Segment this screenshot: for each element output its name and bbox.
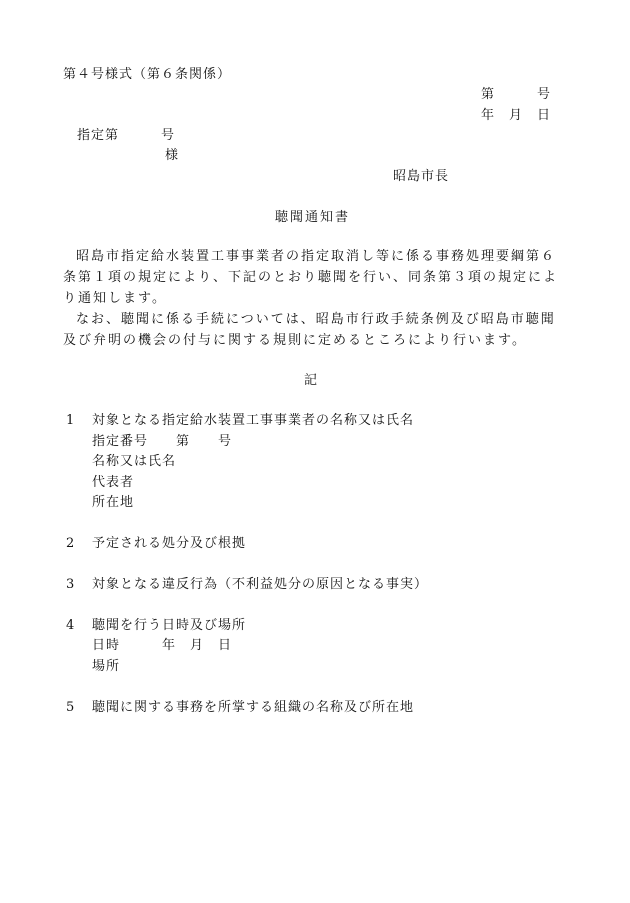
item-heading: 対象となる指定給水装置工事事業者の名称又は氏名 [92, 413, 415, 428]
item-sub-line: 場所 [92, 659, 121, 674]
item-sub-line: 名称又は氏名 [92, 454, 177, 469]
document-date: 年 月 日 [481, 108, 552, 123]
designation-number: 指定第 号 [77, 128, 176, 143]
ki-heading: 記 [304, 373, 319, 388]
item-heading: 聴聞を行う日時及び場所 [92, 618, 247, 633]
form-label: 第４号様式（第６条関係） [63, 67, 232, 82]
item-number: 5 [66, 700, 76, 715]
item-number: 4 [66, 618, 76, 633]
item-heading: 聴聞に関する事務を所掌する組織の名称及び所在地 [92, 700, 415, 715]
addressee-honorific: 様 [165, 148, 180, 163]
document-title: 聴聞通知書 [275, 210, 351, 225]
body-paragraph: 昭島市指定給水装置工事事業者の指定取消し等に係る事務処理要綱第６条第１項の規定により、下記のとおり聴聞を行い、同条第３項の規定により通知します。 [63, 249, 559, 306]
item-number: 1 [66, 413, 76, 428]
item-sub-line: 代表者 [92, 475, 135, 490]
item-sub-line: 指定番号 第 号 [92, 434, 233, 449]
item-heading: 対象となる違反行為（不利益処分の原因となる事実） [92, 577, 429, 592]
item-sub-line: 所在地 [92, 495, 135, 510]
issuer-name: 昭島市長 [393, 169, 450, 184]
item-heading: 予定される処分及び根拠 [92, 536, 247, 551]
body-text [63, 246, 563, 351]
document-number: 第 号 [481, 87, 552, 102]
item-number: 3 [66, 577, 76, 592]
item-number: 2 [66, 536, 76, 551]
item-sub-line: 日時 年 月 日 [92, 638, 233, 653]
body-paragraph: なお、聴聞に係る手続については、昭島市行政手続条例及び昭島市聴聞及び弁明の機会の付与に関する規則に定めるところにより行います。 [63, 312, 556, 348]
